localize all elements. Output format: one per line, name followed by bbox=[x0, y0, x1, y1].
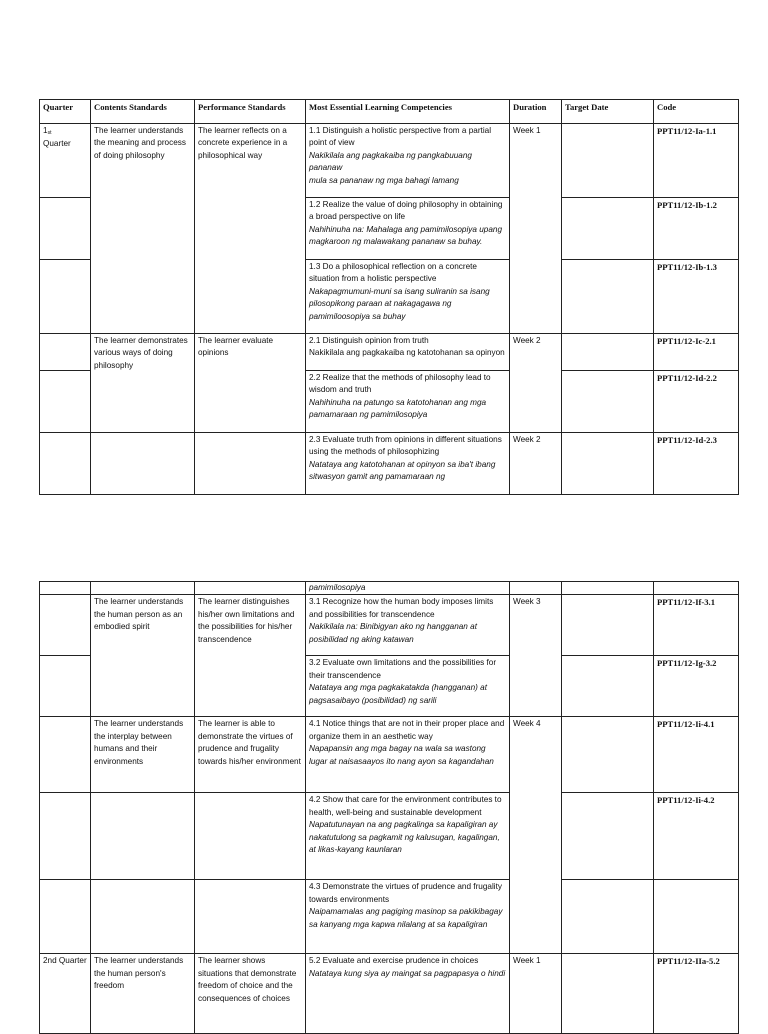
quarter-number: 1 bbox=[43, 126, 48, 135]
target-date-cell bbox=[562, 433, 654, 495]
quarter-cell bbox=[40, 198, 91, 260]
melc-translation: Napatutunayan na ang pagkalinga sa kapaligiran ay nakatutulong sa pagkamit ng kalusugan, kagalingan, at likas-kayang kaunlaran bbox=[309, 820, 500, 855]
melc-translation: Nahihinuha na patungo sa katotohanan ang mga pamamaraan ng pamimilosopiya bbox=[309, 397, 487, 420]
quarter-cell bbox=[40, 582, 91, 595]
table-row bbox=[40, 880, 739, 954]
quarter-cell bbox=[40, 260, 91, 334]
header-performance-standards: Performance Standards bbox=[195, 100, 306, 124]
melc-text: 4.3 Demonstrate the virtues of prudence and frugality bbox=[309, 882, 502, 892]
target-date-cell bbox=[562, 595, 654, 656]
table-row bbox=[40, 717, 739, 793]
melc-cell bbox=[306, 582, 510, 595]
melc-cell bbox=[306, 595, 510, 656]
melc-cell bbox=[306, 793, 510, 880]
melc-text: 2.3 Evaluate truth from opinions in different situations bbox=[309, 435, 502, 444]
melc-translation: mula sa pananaw ng mga bahagi lamang bbox=[309, 175, 459, 185]
code-cell: PPT11/12-If-3.1 bbox=[654, 595, 739, 656]
table-row bbox=[40, 433, 739, 495]
melc-text: organize them in an aesthetic way bbox=[309, 731, 433, 741]
melc-cell bbox=[306, 433, 510, 495]
header-target-date: Target Date bbox=[562, 100, 654, 124]
melc-text: 2.1 Distinguish opinion from truth bbox=[309, 336, 429, 345]
melc-translation: Natataya ang katotohanan at opinyon sa iba't ibang sitwasyon gamit ang pamamaraan ng bbox=[309, 459, 496, 482]
melc-translation: pamimilosopiya bbox=[309, 583, 366, 592]
melc-translation: Nakikilala ang pagkakaiba ng pangkabuuang pananaw bbox=[309, 150, 472, 173]
melc-cell bbox=[306, 717, 510, 793]
duration-cell: Week 1 bbox=[510, 124, 562, 334]
content-standard: The learner understands the human person as an embodied spirit bbox=[91, 595, 195, 717]
content-standard-empty bbox=[91, 880, 195, 954]
quarter-cell: 2nd Quarter bbox=[40, 954, 91, 1034]
melc-cell bbox=[306, 260, 510, 334]
melc-text: 5.2 Evaluate and exercise prudence in choices bbox=[309, 956, 479, 966]
target-date-cell bbox=[562, 260, 654, 334]
melc-text: 1.1 Distinguish a holistic perspective from a partial bbox=[309, 126, 492, 135]
duration-cell: Week 2 bbox=[510, 433, 562, 495]
table-row bbox=[40, 595, 739, 656]
melc-cell bbox=[306, 656, 510, 717]
target-date-cell bbox=[562, 198, 654, 260]
melc-text: 3.1 Recognize how the human body imposes limits bbox=[309, 597, 494, 607]
header-content-standards: Contents Standards bbox=[91, 100, 195, 124]
melc-text: wisdom and truth bbox=[309, 385, 372, 395]
code-cell: PPT11/12-Ig-3.2 bbox=[654, 656, 739, 717]
target-date-cell bbox=[562, 582, 654, 595]
melc-translation: Nakikilala na: Binibigyan ako ng hangganan at posibilidad ng aking katawan bbox=[309, 622, 477, 644]
target-date-cell bbox=[562, 793, 654, 880]
melc-cell bbox=[306, 198, 510, 260]
target-date-cell bbox=[562, 334, 654, 371]
melc-cell bbox=[306, 334, 510, 371]
melc-text: towards environments bbox=[309, 894, 390, 904]
melc-text: their transcendence bbox=[309, 670, 381, 680]
quarter-cell bbox=[40, 793, 91, 880]
target-date-cell bbox=[562, 371, 654, 433]
header-quarter: Quarter bbox=[40, 100, 91, 124]
table-row bbox=[40, 582, 739, 595]
content-standard-empty bbox=[91, 582, 195, 595]
quarter-cell bbox=[40, 656, 91, 717]
melc-translation: Natataya kung siya ay maingat sa pagpapasya o hindi bbox=[309, 968, 506, 978]
quarter-word: Quarter bbox=[43, 139, 71, 149]
duration-cell: Week 4 bbox=[510, 717, 562, 954]
quarter-cell bbox=[40, 595, 91, 656]
melc-text: point of view bbox=[309, 138, 355, 148]
target-date-cell bbox=[562, 880, 654, 954]
duration-cell bbox=[510, 582, 562, 595]
melc-text: using the methods of philosophizing bbox=[309, 447, 440, 457]
melc-text: 2.2 Realize that the methods of philosophy lead to bbox=[309, 373, 491, 382]
melc-translation: Natataya ang mga pagkakatakda (hangganan) at pagsasaibayo (posibilidad) ng sarili bbox=[309, 683, 487, 705]
quarter-cell bbox=[40, 334, 91, 371]
melc-text: 3.2 Evaluate own limitations and the possibilities for bbox=[309, 658, 497, 668]
quarter-suffix: st bbox=[47, 130, 52, 136]
melc-cell bbox=[306, 124, 510, 198]
code-cell: PPT11/12-Ib-1.2 bbox=[654, 198, 739, 260]
melc-translation: Nahihinuha na: Mahalaga ang pamimilosopiya upang magkaroon ng malawakang pananaw sa buhay. bbox=[309, 224, 502, 247]
melc-translation: Naipamamalas ang pagiging masinop sa pakikibagay sa kanyang mga kapwa nilalang at sa kapaligiran bbox=[309, 907, 503, 929]
duration-cell: Week 3 bbox=[510, 595, 562, 717]
melc-cell bbox=[306, 954, 510, 1034]
melc-cell bbox=[306, 880, 510, 954]
content-standard: The learner understands the meaning and process of doing philosophy bbox=[91, 124, 195, 334]
table-row bbox=[40, 793, 739, 880]
performance-standard: The learner reflects on a concrete experience in a philosophical way bbox=[195, 124, 306, 334]
target-date-cell bbox=[562, 954, 654, 1034]
header-duration: Duration bbox=[510, 100, 562, 124]
code-cell: PPT11/12-Ic-2.1 bbox=[654, 334, 739, 371]
melc-table-page-2 bbox=[39, 581, 739, 1034]
melc-cell bbox=[306, 371, 510, 433]
table-row bbox=[40, 954, 739, 1034]
code-cell: PPT11/12-IIa-5.2 bbox=[654, 954, 739, 1034]
melc-text: 1.2 Realize the value of doing philosophy in obtaining a broad perspective on life bbox=[309, 200, 503, 222]
performance-standard-empty bbox=[195, 880, 306, 954]
code-cell: PPT11/12-Id-2.3 bbox=[654, 433, 739, 495]
performance-standard: The learner evaluate opinions bbox=[195, 334, 306, 433]
performance-standard-empty bbox=[195, 433, 306, 495]
target-date-cell bbox=[562, 124, 654, 198]
target-date-cell bbox=[562, 717, 654, 793]
melc-text: and possibilities for transcendence bbox=[309, 609, 435, 619]
header-code: Code bbox=[654, 100, 739, 124]
melc-text: health, well-being and sustainable development bbox=[309, 807, 482, 817]
quarter-cell bbox=[40, 880, 91, 954]
code-cell: PPT11/12-Ii-4.1 bbox=[654, 717, 739, 793]
table-row bbox=[40, 334, 739, 371]
table-row bbox=[40, 124, 739, 198]
melc-text: Nakikilala ang pagkakaiba ng katotohanan sa opinyon bbox=[309, 348, 505, 358]
content-standard-empty bbox=[91, 793, 195, 880]
quarter-cell bbox=[40, 371, 91, 433]
content-standard-empty bbox=[91, 433, 195, 495]
performance-standard: The learner distinguishes his/her own limitations and the possibilities for his/her transcendence bbox=[195, 595, 306, 717]
duration-cell: Week 1 bbox=[510, 954, 562, 1034]
performance-standard: The learner shows situations that demonstrate freedom of choice and the consequences of choices bbox=[195, 954, 306, 1034]
performance-standard-empty bbox=[195, 793, 306, 880]
header-melc: Most Essential Learning Competencies bbox=[306, 100, 510, 124]
quarter-cell bbox=[40, 433, 91, 495]
melc-table-page-1 bbox=[39, 99, 739, 495]
melc-text: 4.1 Notice things that are not in their proper place and bbox=[309, 719, 505, 729]
content-standard: The learner understands the interplay between humans and their environments bbox=[91, 717, 195, 793]
melc-text: 1.3 Do a philosophical reflection on a concrete situation from a holistic perspective bbox=[309, 262, 477, 284]
content-standard: The learner demonstrates various ways of doing philosophy bbox=[91, 334, 195, 433]
melc-translation: Nakapagmumuni-muni sa isang suliranin sa isang bbox=[309, 286, 490, 296]
code-cell: PPT11/12-Ii-4.2 bbox=[654, 793, 739, 880]
code-cell bbox=[654, 582, 739, 595]
performance-standard-empty bbox=[195, 582, 306, 595]
quarter-cell bbox=[40, 124, 91, 198]
performance-standard: The learner is able to demonstrate the virtues of prudence and frugality towards his/her environment bbox=[195, 717, 306, 793]
melc-translation: Napapansin ang mga bagay na wala sa wastong lugar at naisasaayos ito nang ayon sa kagandahan bbox=[309, 744, 494, 766]
target-date-cell bbox=[562, 656, 654, 717]
code-cell: PPT11/12-Ib-1.3 bbox=[654, 260, 739, 334]
melc-translation: pilosopikong paraan at nakagagawa ng pamimiloosopiya sa buhay bbox=[309, 299, 452, 321]
code-cell: PPT11/12-Ia-1.1 bbox=[654, 124, 739, 198]
quarter-cell bbox=[40, 717, 91, 793]
content-standard: The learner understands the human person's freedom bbox=[91, 954, 195, 1034]
melc-text: 4.2 Show that care for the environment contributes to bbox=[309, 795, 502, 805]
duration-cell: Week 2 bbox=[510, 334, 562, 433]
header-row bbox=[40, 100, 739, 124]
code-cell bbox=[654, 880, 739, 954]
code-cell: PPT11/12-Id-2.2 bbox=[654, 371, 739, 433]
